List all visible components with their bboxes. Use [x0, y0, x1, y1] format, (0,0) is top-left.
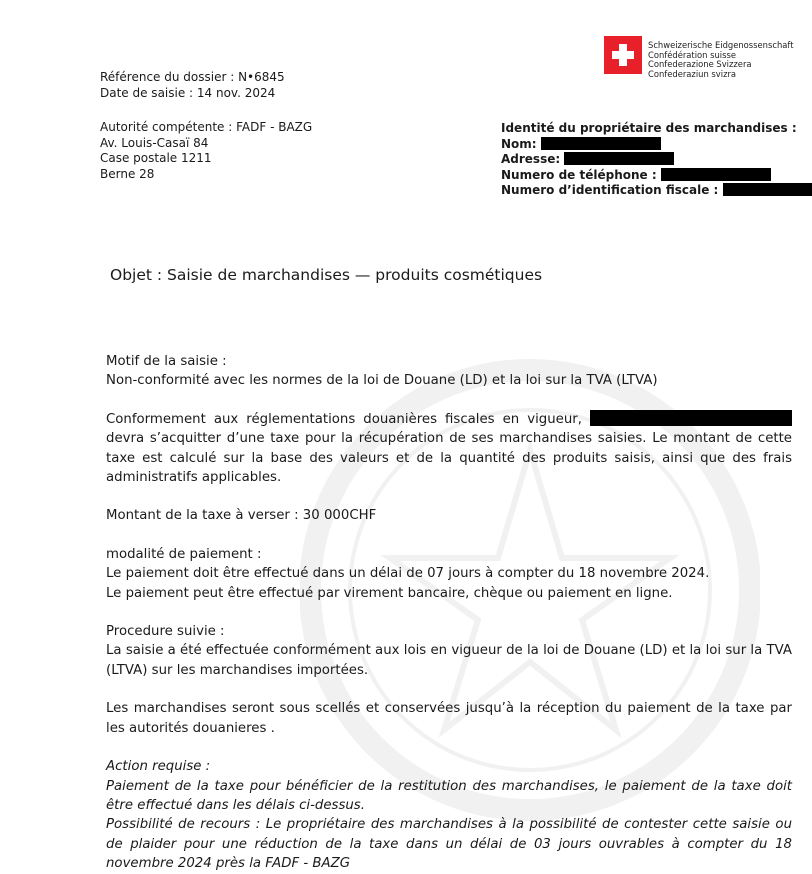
payment-deadline: Le paiement doit être effectué dans un délai de 07 jours à compter du 18 novembre 2024. — [106, 566, 710, 582]
redacted-name — [541, 137, 661, 150]
logo-line: Confederaziun svizra — [648, 68, 737, 79]
redacted-phone — [661, 168, 771, 181]
seizure-date: Date de saisie : 14 nov. 2024 — [100, 85, 276, 100]
logo-line: Schweizerische Eidgenossenschaft — [648, 40, 794, 50]
action-text-appeal: Possibilité de recours : Le propriétaire des marchandises à la possibilité de contester cette saisie ou de plaider pour une réduction de la taxe dans un délai de 03 jours ouvrables à compter du 18 novembre 2024 près la FADF - BAZG — [106, 817, 792, 872]
payment-methods: Le paiement peut être effectué par virement bancaire, chèque ou paiement en ligne. — [106, 585, 673, 601]
authority-line: Berne 28 — [100, 166, 155, 181]
owner-title: Identité du propriétaire des marchandises : — [501, 121, 797, 135]
letter-body — [106, 352, 792, 874]
owner-name-label: Nom: — [501, 136, 537, 151]
payment-label: modalité de paiement : — [106, 546, 262, 562]
authority-address — [100, 120, 400, 182]
motif-text: Non-conformité avec les normes de la loi de Douane (LD) et la loi sur la TVA (LTVA) — [106, 373, 658, 389]
dossier-reference: Référence du dossier : N•6845 — [100, 70, 285, 84]
owner-tax-id-label: Numero d’identification fiscale : — [501, 183, 719, 197]
owner-phone-label: Numero de téléphone : — [501, 167, 657, 182]
procedure-label: Procedure suivie : — [106, 624, 225, 640]
redacted-address — [564, 152, 674, 165]
conformance-start: Conformement aux réglementations douanières fiscales en vigueur, — [106, 411, 582, 427]
authority-line: Av. Louis-Casaï 84 — [100, 135, 209, 150]
federal-logo — [604, 36, 804, 78]
subject-line: Objet : Saisie de marchandises — produits cosmétiques — [110, 266, 543, 284]
logo-line: Confédération suisse — [648, 49, 737, 60]
redacted-tax-id — [723, 183, 812, 196]
logo-line: Confederazione Svizzera — [648, 59, 752, 69]
action-label: Action requise : — [106, 759, 211, 775]
action-text-payment: Paiement de la taxe pour bénéficier de la restitution des marchandises, le paiement de la taxe doit être effectué dans les délais ci-dessus. — [106, 778, 792, 813]
owner-address-label: Adresse: — [501, 152, 561, 166]
conformance-paragraph — [106, 410, 792, 488]
redacted-owner-name — [590, 410, 792, 426]
conformance-rest: devra s’acquitter d’une taxe pour la récupération de ses marchandises saisies. Le montant de cette taxe est calculé sur la base des valeurs et de la quantité des produits saisis, ainsi que des frais administratifs applicables. — [106, 431, 792, 486]
authority-line: Autorité compétente : FADF - BAZG — [100, 120, 313, 134]
swiss-cross-icon — [604, 36, 642, 74]
seals-text: Les marchandises seront sous scellés et conservées jusqu’à la réception du paiement de la taxe par les autorités douanieres . — [106, 701, 792, 736]
motif-label: Motif de la saisie : — [106, 354, 227, 369]
owner-identity — [501, 121, 806, 199]
authority-line: Case postale 1211 — [100, 151, 212, 165]
procedure-text: La saisie a été effectuée conformément aux lois en vigueur de la loi de Douane (LD) et la loi sur la TVA (LTVA) sur les marchandises importées. — [106, 643, 792, 678]
tax-amount: Montant de la taxe à verser : 30 000CHF — [106, 508, 377, 524]
dossier-header — [100, 70, 420, 101]
